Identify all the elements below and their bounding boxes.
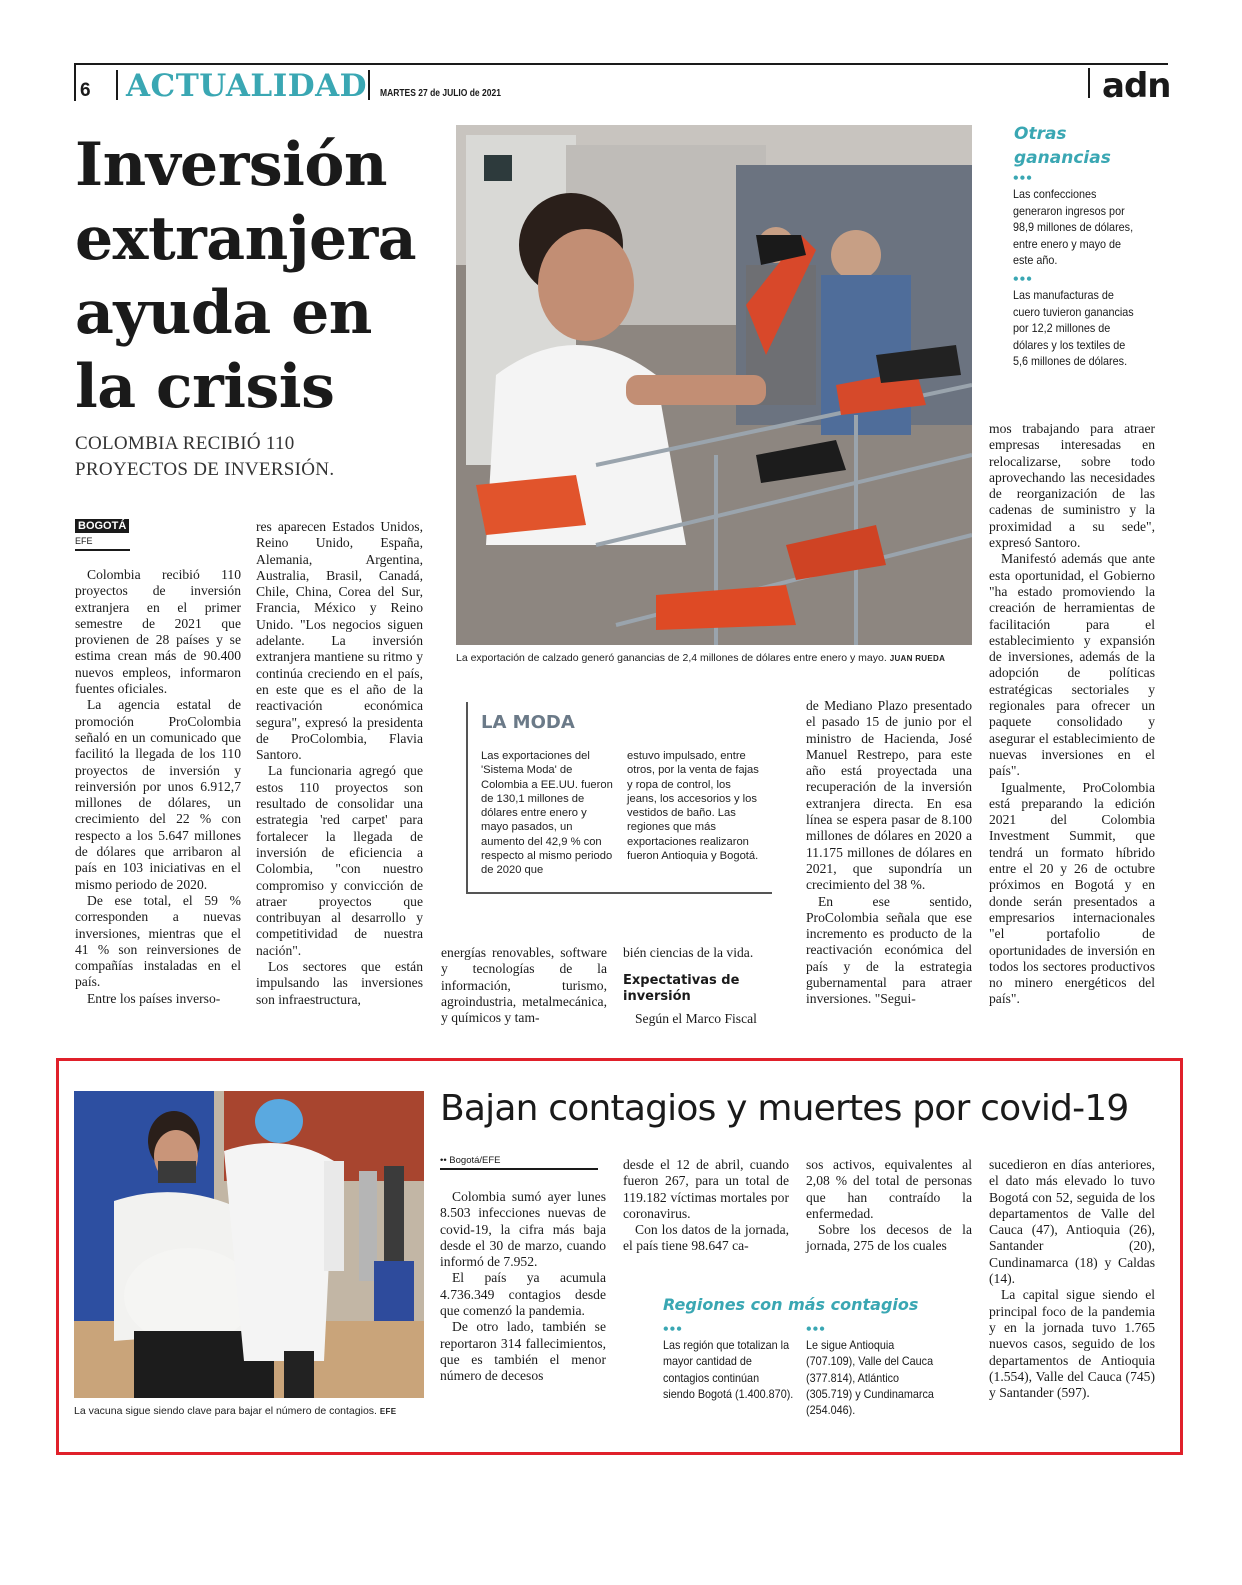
article-column <box>989 421 1155 1008</box>
regions-item: Las región que totalizan la mayor cantidad de contagios continúan siendo Bogotá (1.400.870). <box>663 1338 794 1401</box>
paragraph: Colombia recibió 110 proyectos de inversión extranjera en el primer semestre de 2021 que provienen de 28 países y se estima crean más de 90.400 nuevos empleos, informaron fuentes oficiales. <box>75 567 241 697</box>
header-divider <box>1088 68 1090 98</box>
sidebar-title-line: ganancias <box>1014 148 1111 168</box>
sidebar-item: Las manufacturas de cuero tuvieron ganancias por 12,2 millones de dólares y los textiles de 5,6 millones de dólares. <box>1013 288 1134 368</box>
story-headline: Bajan contagios y muertes por covid-19 <box>440 1088 1129 1129</box>
headline-line: la crisis <box>75 352 335 422</box>
article-column <box>989 1157 1155 1401</box>
paragraph: energías renovables, software y tecnologías de la información, turismo, agroindustria, metalmecánica, y químicos y tam- <box>441 945 607 1026</box>
paragraph: bién ciencias de la vida. <box>623 945 754 960</box>
paragraph: En ese sentido, ProColombia señala que ese incremento es producto de la reactivación económica del país y de la estrategia gubernamental para atraer inversiones. "Segui- <box>806 893 972 1007</box>
headline-line: Inversión <box>75 130 388 200</box>
sidebar-title-line: Otras <box>1014 124 1067 144</box>
paragraph: Con los datos de la jornada, el país tiene 98.647 ca- <box>623 1222 789 1254</box>
paragraph: Igualmente, ProColombia está preparando la edición 2021 del Colombia Investment Summit, que tendrá un formato híbrido entre el 20 y 26 de octubre próximos en Bogotá y en donde serán presentados a empresarios internacionales "el portafolio de oportunidades de inversión en todos los sectores productivos no minero energéticos del país". <box>989 779 1155 1007</box>
article-column <box>806 698 972 1008</box>
bullet-dots-icon: ••• <box>663 1321 683 1338</box>
headline-line: ayuda en <box>75 278 372 348</box>
subhead-line: COLOMBIA RECIBIÓ 110 <box>75 433 295 454</box>
paragraph: La capital sigue siendo el principal foco de la pandemia y en la jornada tuvo 1.765 nuevos casos, seguido de los departamentos de Antioquia (1.554), Valle del Cauca (745) y Santander (597). <box>989 1287 1155 1401</box>
paragraph: De ese total, el 59 % corresponden a nuevas inversiones, mientras que el 41 % son reinversiones de compañías instaladas en el país. <box>75 892 241 990</box>
moda-title: LA MODA <box>481 712 575 733</box>
bullet-dots-icon: ••• <box>1013 271 1033 288</box>
issue-date: MARTES 27 de JULIO de 2021 <box>380 88 501 99</box>
paragraph: El país ya acumula 4.736.349 contagios desde que comenzó la pandemia. <box>440 1270 606 1319</box>
paragraph: desde el 12 de abril, cuando fueron 267, para un total de 119.182 víctimas mortales por coronavirus. <box>623 1157 789 1221</box>
paragraph: La funcionaria agregó que estos 110 proyectos son resultado de consolidar una estrategia 'red carpet' para fortalecer la llegada de inversión de eficiencia a Colombia, "con nuestro compromiso y convicción de atraer proyectos que contribuyan al desarrollo y competitividad de nuestra nación". <box>256 763 423 958</box>
page-number: 6 <box>80 80 91 101</box>
subhead-line: PROYECTOS DE INVERSIÓN. <box>75 459 335 480</box>
paragraph: Sobre los decesos de la jornada, 275 de los cuales <box>806 1222 972 1254</box>
paragraph: Entre los países inverso- <box>87 990 221 1006</box>
article-column <box>623 1157 789 1255</box>
photo-illustration <box>456 125 972 645</box>
regions-item: Le sigue Antioquia (707.109), Valle del Cauca (377.814), Atlántico (305.719) y Cundinamarca (254.046). <box>806 1338 934 1418</box>
paragraph: res aparecen Estados Unidos, Reino Unido, España, Alemania, Argentina, Australia, Brasil, Canadá, Chile, China, Corea del Sur, Francia, México y Reino Unido. "Los negocios siguen adelante. La inversión extranjera mantiene su ritmo y continúa creciendo en el país, en este que es el año de la reactivación económica segura", expresó la presidenta de ProColombia, Flavia Santoro. <box>256 519 423 763</box>
headline-line: extranjera <box>75 204 417 274</box>
paragraph: Los sectores que están impulsando las inversiones son infraestructura, <box>256 959 423 1007</box>
header-divider <box>74 63 76 101</box>
sidebar-item: Las confecciones generaron ingresos por 98,9 millones de dólares, entre enero y mayo de este año. <box>1013 187 1134 267</box>
dateline-agency: EFE <box>75 536 130 551</box>
newspaper-logo: adn <box>1102 66 1171 106</box>
dateline-place: BOGOTÁ <box>75 519 129 533</box>
article-column <box>623 945 789 961</box>
paragraph: sos activos, equivalentes al 2,08 % del total de personas que han contraído la enfermedad. <box>806 1157 972 1221</box>
article-column <box>256 519 423 1008</box>
sidebar-title <box>1014 122 1111 170</box>
shoe-factory-photo <box>456 125 972 645</box>
article-column <box>75 567 241 1007</box>
photo-caption <box>74 1405 396 1417</box>
header-rule <box>74 63 1168 65</box>
dateline <box>75 516 130 551</box>
photo-credit: EFE <box>379 1407 397 1416</box>
subtitle-line: inversión <box>623 989 691 1004</box>
paragraph: Manifestó además que ante esta oportunidad, el Gobierno "ha estado promoviendo la creación de herramientas de facilitación para el establecimiento y expansión de inversiones, además de la adopción de políticas estratégicas sectoriales y regionales para ofrecer un paquete consolidado y asegurar el establecimiento de nuevas inversiones en el país". <box>989 551 1155 779</box>
paragraph: sucedieron en días anteriores, el dato más elevado lo tuvo Bogotá con 52, seguida de los departamentos de Valle del Cauca (47), Antioquia (26), Santander (20), Cundinamarca (18) y Caldas (14). <box>989 1157 1155 1287</box>
article-column <box>806 1157 972 1255</box>
header-divider <box>368 70 370 100</box>
caption-text: La vacuna sigue siendo clave para bajar el número de contagios. <box>74 1405 377 1417</box>
paragraph: Colombia sumó ayer lunes 8.503 infecciones nuevas de covid-19, la cifra más baja desde el 30 de marzo, cuando informó de 7.952. <box>440 1189 606 1270</box>
bullet-dots-icon: ••• <box>806 1321 826 1338</box>
paragraph: La agencia estatal de promoción ProColombia señaló en un comunicado que facilitó la llegada de los 110 proyectos de inversión y reinversión por unos 6.912,7 millones de dólares, un crecimiento del 22 % con respecto a los 5.647 millones de dólares que arribaron al país en 103 iniciativas en el mismo periodo de 2020. <box>75 697 241 892</box>
moda-text: Las exportaciones del 'Sistema Moda' de Colombia a EE.UU. fueron de 130,1 millones de dólares entre enero y mayo pasados, un aumento del 42,9 % con respecto al mismo periodo de 2020 que <box>481 750 613 877</box>
regions-title: Regiones con más contagios <box>663 1295 919 1314</box>
article-column <box>440 1189 606 1385</box>
section-title: ACTUALIDAD <box>126 68 368 104</box>
story-headline <box>75 128 450 424</box>
article-column <box>441 945 607 1026</box>
photo-credit: JUAN RUEDA <box>889 654 946 663</box>
photo-caption <box>456 652 945 664</box>
paragraph: mos trabajando para atraer empresas interesadas en relocalizarse, sobre todo aprovechando las necesidades de reorganización de las cadenas de suministro y la proximidad a su sede", expresó Santoro. <box>989 421 1155 551</box>
paragraph: De otro lado, también se reportaron 314 fallecimientos, que es también el menor número de decesos <box>440 1319 606 1384</box>
caption-text: La exportación de calzado generó ganancias de 2,4 millones de dólares entre enero y mayo. <box>456 652 887 664</box>
paragraph: Según el Marco Fiscal <box>635 1011 757 1026</box>
paragraph: de Mediano Plazo presentado el pasado 15 de junio por el ministro de Hacienda, José Manuel Restrepo, para este año está proyectada una recuperación de la inversión extranjera directa. En esa línea se espera pasar de 8.100 millones de dólares en 2020 a 11.175 millones de dólares en 2021, que supondría un crecimiento del 38 %. <box>806 698 972 893</box>
section-subtitle <box>623 973 739 1005</box>
vaccination-photo <box>74 1091 424 1398</box>
story-subhead <box>75 431 375 483</box>
photo-illustration <box>74 1091 424 1398</box>
subtitle-line: Expectativas de <box>623 973 740 988</box>
moda-text: estuvo impulsado, entre otros, por la venta de fajas y ropa de control, los jeans, los accesorios y los vestidos de baño. Las regiones que más exportaciones realizaron fueron Antioquia y Bogotá. <box>627 750 759 863</box>
header-divider <box>116 70 118 100</box>
bullet-dots-icon: ••• <box>1013 170 1033 187</box>
dateline: •• Bogotá/EFE <box>440 1155 598 1170</box>
article-column <box>623 1011 789 1027</box>
